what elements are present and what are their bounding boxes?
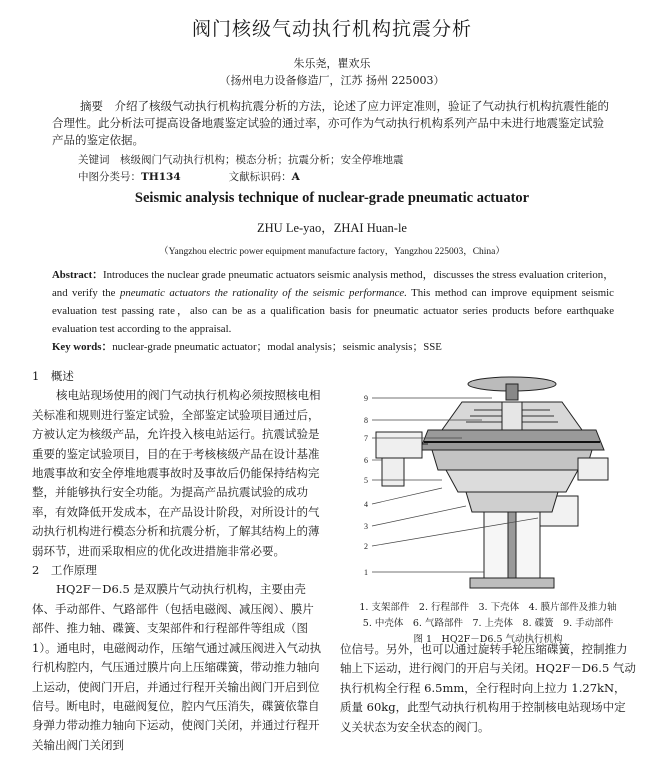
callout-4: 4 — [364, 500, 368, 509]
paper-title-en: Seismic analysis technique of nuclear-grade pneumatic actuator — [134, 190, 530, 206]
abstract-cn-text: 介绍了核级气动执行机构抗震分析的方法，论述了应力评定准则，验证了气动执行机构抗震性能的合理性。此分析法可提高设备地震鉴定试验的通过率，亦可作为气动执行机构系列产品中未进行地震鉴定试验产品的鉴定依据。 — [52, 99, 609, 147]
authors-cn: 朱乐尧，瞿欢乐 — [293, 57, 371, 70]
keywords-en-label: Key words： — [52, 341, 113, 353]
callout-6: 6 — [364, 456, 368, 465]
right-column-text: 位信号。另外，也可以通过旋转手轮压缩碟簧，控制推力轴上下运动，进行阀门的开启与关闭。HQ2F－D6.5 气动执行机构全行程 6.5mm，全行程时向上拉力 1.27kN，质量 60kg，此型气动执行机构用于控制核电站现场中定义关状态为安全状态的阀门。 — [340, 642, 636, 734]
callout-3: 3 — [364, 522, 368, 531]
affiliation-en: （Yangzhou electric power equipment manufacture factory，Yangzhou 225003，China） — [159, 247, 505, 257]
abstract-cn — [52, 98, 612, 149]
classification-line — [78, 169, 300, 184]
figure-legend-line-2: 5. 中壳体 6. 气路部件 7. 上壳体 8. 碟簧 9. 手动部件 — [362, 618, 614, 629]
abstract-cn-label: 摘要 — [80, 99, 103, 113]
callout-2: 2 — [364, 542, 368, 551]
callout-7: 7 — [364, 434, 368, 443]
doc-code-label: 文献标识码： — [228, 171, 292, 183]
classification-value: TH134 — [141, 171, 181, 183]
section-2-heading: 2 工作原理 — [32, 563, 97, 578]
abstract-en-part2: This method can improve equipment seismic evaluation test passing rate，also can be as a qualification basis for pneumatic actuator series products before earthquake evaluation test according to the appraisal. — [52, 287, 614, 335]
left-column — [32, 367, 324, 755]
figure-caption: 图 1 HQ2F－D6.5 气动执行机构 — [413, 634, 563, 645]
callout-8: 8 — [364, 416, 368, 425]
authors-en: ZHU Le-yao，ZHAI Huan-le — [257, 221, 407, 235]
keywords-cn: 关键词 核级阀门气动执行机构；模态分析；抗震分析；安全停堆地震 — [78, 154, 404, 166]
actuator-diagram — [342, 372, 634, 600]
paper-title-cn: 阀门核级气动执行机构抗震分析 — [191, 18, 472, 40]
section-2-text: HQ2F－D6.5 是双膜片气动执行机构，主要由壳体、手动部件、气路部件（包括电磁阀、减压阀）、膜片部件、推力轴、碟簧、支架部件和行程部件等组成（图 1）。通电时，电磁阀动作，压缩气通过减压阀进入气动执行机构腔内，气压通过膜片向上压缩碟簧，带动推力轴向上运动，使阀门开启，并通过行程开关输出阀门开启到位信号。断电时，电磁阀复位，腔内气压消失，碟簧依靠自身弹力带动推力轴向下运动，使阀门关闭，并通过行程开关输出阀门关闭到 — [32, 582, 322, 752]
section-1-text: 核电站现场使用的阀门气动执行机构必须按照核电相关标准和规则进行鉴定试验，全部鉴定试验项目通过后，方被认定为核级产品，允许投入核电站运行。抗震试验是重要的鉴定试验项目，目的在于考核核级产品在设计基准地震事故和安全停堆地震事故时及事故后仍能保持结构完整，并能够执行安全功能。为提高产品抗震试验的成功率，有效降低开发成本，在产品设计阶段，对所设计的气动执行机构进行模态分析和抗震分析，了解其结构上的薄弱环节，进而采取相应的优化改进措施非常必要。 — [32, 388, 321, 558]
abstract-en — [52, 266, 614, 338]
figure-legend-line-1: 1. 支架部件 2. 行程部件 3. 下壳体 4. 膜片部件及推力轴 — [359, 602, 617, 613]
abstract-en-italic: pneumatic actuators the rationality of the seismic performance. — [119, 287, 407, 299]
section-1-heading: 1 概述 — [32, 369, 74, 383]
classification-label: 中图分类号： — [78, 171, 141, 183]
callout-5: 5 — [364, 476, 368, 485]
doc-code-value: A — [291, 171, 300, 183]
figure-legend — [340, 600, 636, 632]
affiliation-cn: （扬州电力设备修造厂，江苏 扬州 225003） — [219, 74, 445, 87]
keywords-en — [52, 339, 442, 354]
callout-1: 1 — [364, 568, 368, 577]
callout-9: 9 — [364, 394, 368, 403]
keywords-en-text: nuclear-grade pneumatic actuator；modal analysis；seismic analysis；SSE — [112, 341, 442, 353]
abstract-en-part1: Introduces the nuclear grade pneumatic actuators seismic analysis method，discusses the stress evaluation criterion，and verify the — [52, 269, 614, 299]
abstract-en-label: Abstract： — [52, 269, 103, 281]
right-column — [340, 640, 636, 737]
